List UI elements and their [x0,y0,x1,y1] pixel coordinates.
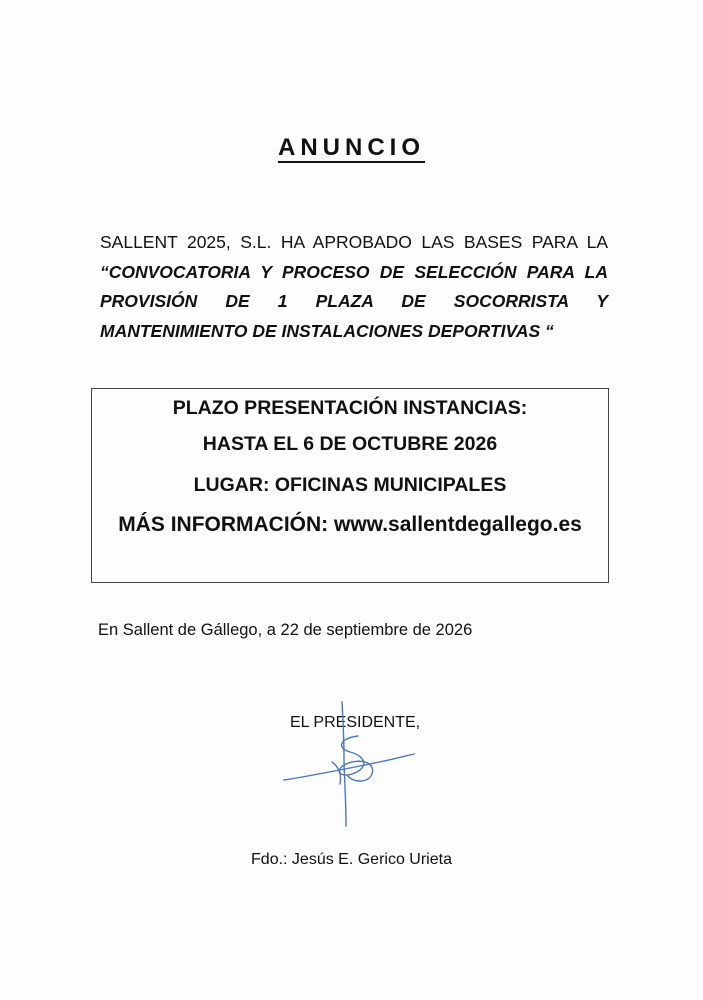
document-title: ANUNCIO [278,134,425,161]
announcement-line-1: SALLENT 2025, S.L. HA APROBADO LAS BASES PARA LA [100,232,608,252]
announcement-body [100,228,608,346]
signature-flourish-stroke [332,762,341,784]
signer-name: Fdo.: Jesús E. Gerico Urieta [251,851,452,868]
announcement-line-2: “CONVOCATORIA Y PROCESO DE SELECCIÓN PARA LA [100,261,608,282]
signature-horizontal-stroke [284,754,414,780]
announcement-line-3: PROVISIÓN DE 1 PLAZA DE SOCORRISTA Y [100,291,608,311]
more-info-line: MÁS INFORMACIÓN: www.sallentdegallego.es [118,513,582,536]
info-box [91,388,609,583]
handwritten-signature [280,700,420,830]
announcement-line-4: MANTENIMIENTO DE INSTALACIONES DEPORTIVAS “ [100,320,554,341]
place-and-date: En Sallent de Gállego, a 22 de septiembre de 2026 [98,621,473,639]
signer-role: EL PRESIDENTE, [290,714,421,731]
deadline-date: HASTA EL 6 DE OCTUBRE 2026 [202,433,498,455]
deadline-heading: PLAZO PRESENTACIÓN INSTANCIAS: [172,397,528,419]
location-line: LUGAR: OFICINAS MUNICIPALES [193,474,507,496]
